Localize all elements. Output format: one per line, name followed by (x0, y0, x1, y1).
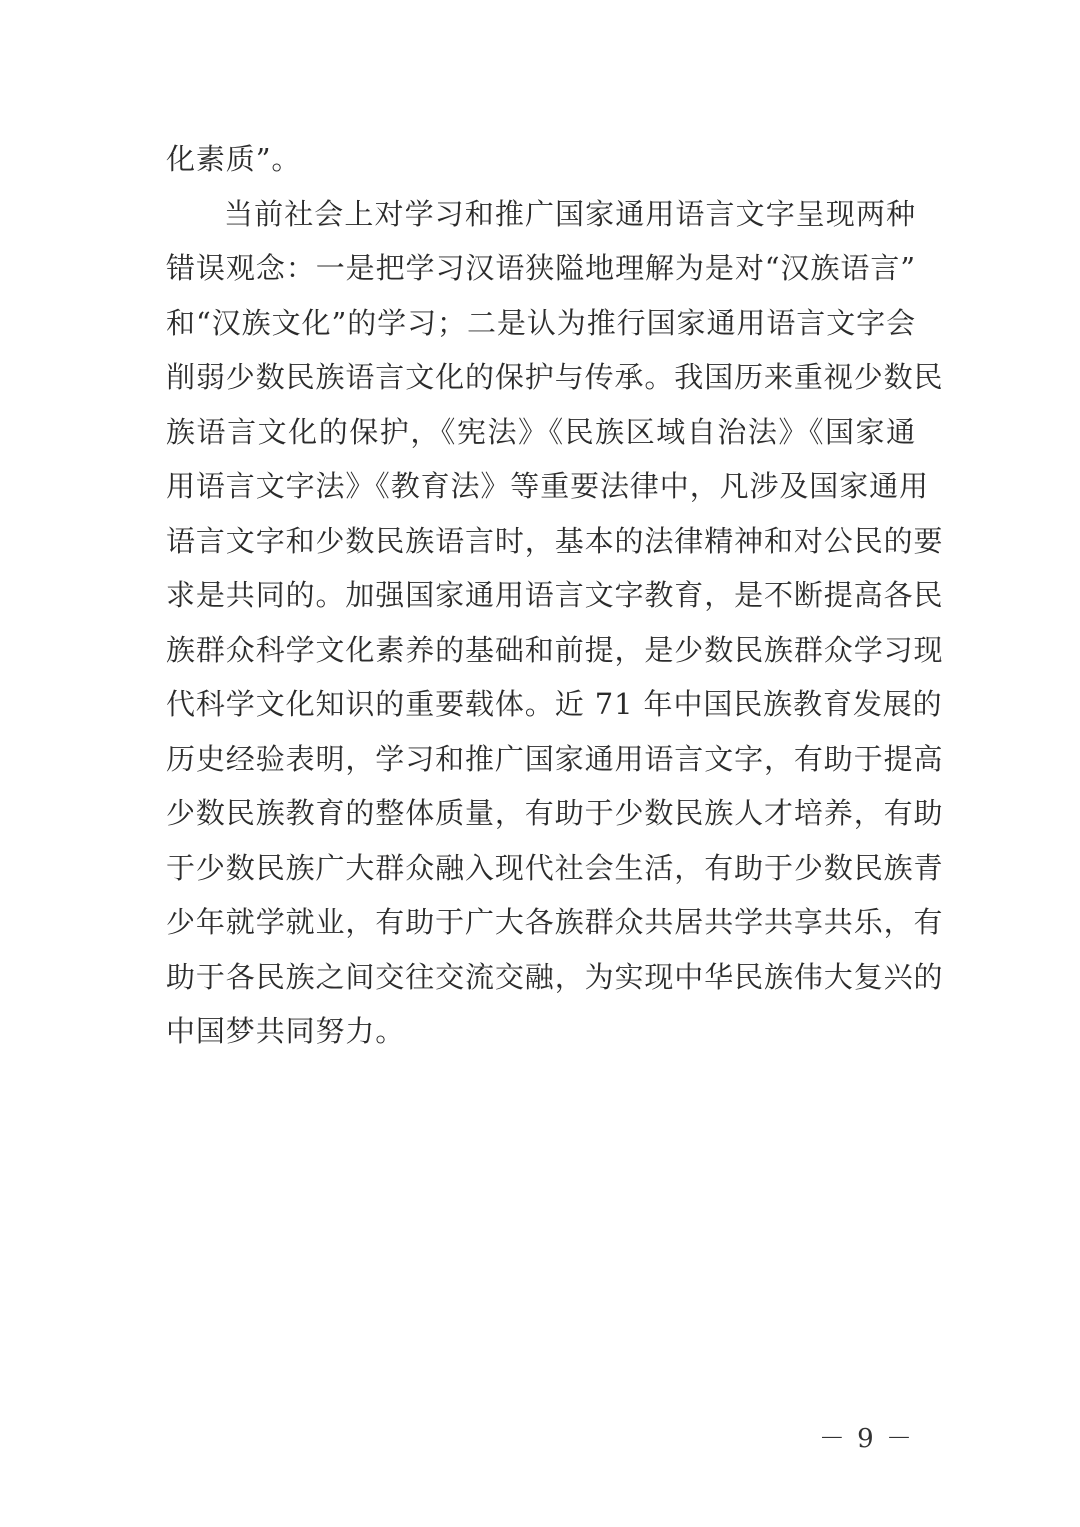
text-line: 语言文字和少数民族语言时，基本的法律精神和对公民的要 (166, 523, 944, 558)
body-text (166, 132, 944, 1059)
text-line: 错误观念：一是把学习汉语狭隘地理解为是对“汉族语言” (166, 251, 916, 285)
page-number: － 9 － (818, 1424, 914, 1454)
text-line: 削弱少数民族语言文化的保护与传承。我国历来重视少数民 (166, 360, 944, 394)
text-line: 少数民族教育的整体质量，有助于少数民族人才培养，有助 (166, 796, 944, 830)
text-line: 化素质”。 (166, 142, 302, 176)
text-line: 中国梦共同努力。 (166, 1014, 406, 1048)
text-line: 族群众科学文化素养的基础和前提，是少数民族群众学习现 (166, 632, 944, 667)
text-line: 历史经验表明，学习和推广国家通用语言文字，有助于提高 (166, 741, 944, 776)
text-line: 助于各民族之间交往交流交融，为实现中华民族伟大复兴的 (166, 959, 944, 994)
text-line: 和“汉族文化”的学习；二是认为推行国家通用语言文字会 (166, 305, 916, 340)
text-line: 当前社会上对学习和推广国家通用语言文字呈现两种 (224, 196, 916, 231)
text-line: 求是共同的。加强国家通用语言文字教育，是不断提高各民 (166, 578, 944, 612)
text-line: 于少数民族广大群众融入现代社会生活，有助于少数民族青 (166, 850, 944, 885)
text-line: 少年就学就业，有助于广大各族群众共居共学共享共乐，有 (166, 905, 944, 939)
text-line: 族语言文化的保护，《宪法》《民族区域自治法》《国家通 (166, 414, 916, 449)
text-line: 代科学文化知识的重要载体。近 71 年中国民族教育发展的 (166, 687, 943, 721)
text-line: 用语言文字法》《教育法》等重要法律中，凡涉及国家通用 (166, 469, 929, 503)
